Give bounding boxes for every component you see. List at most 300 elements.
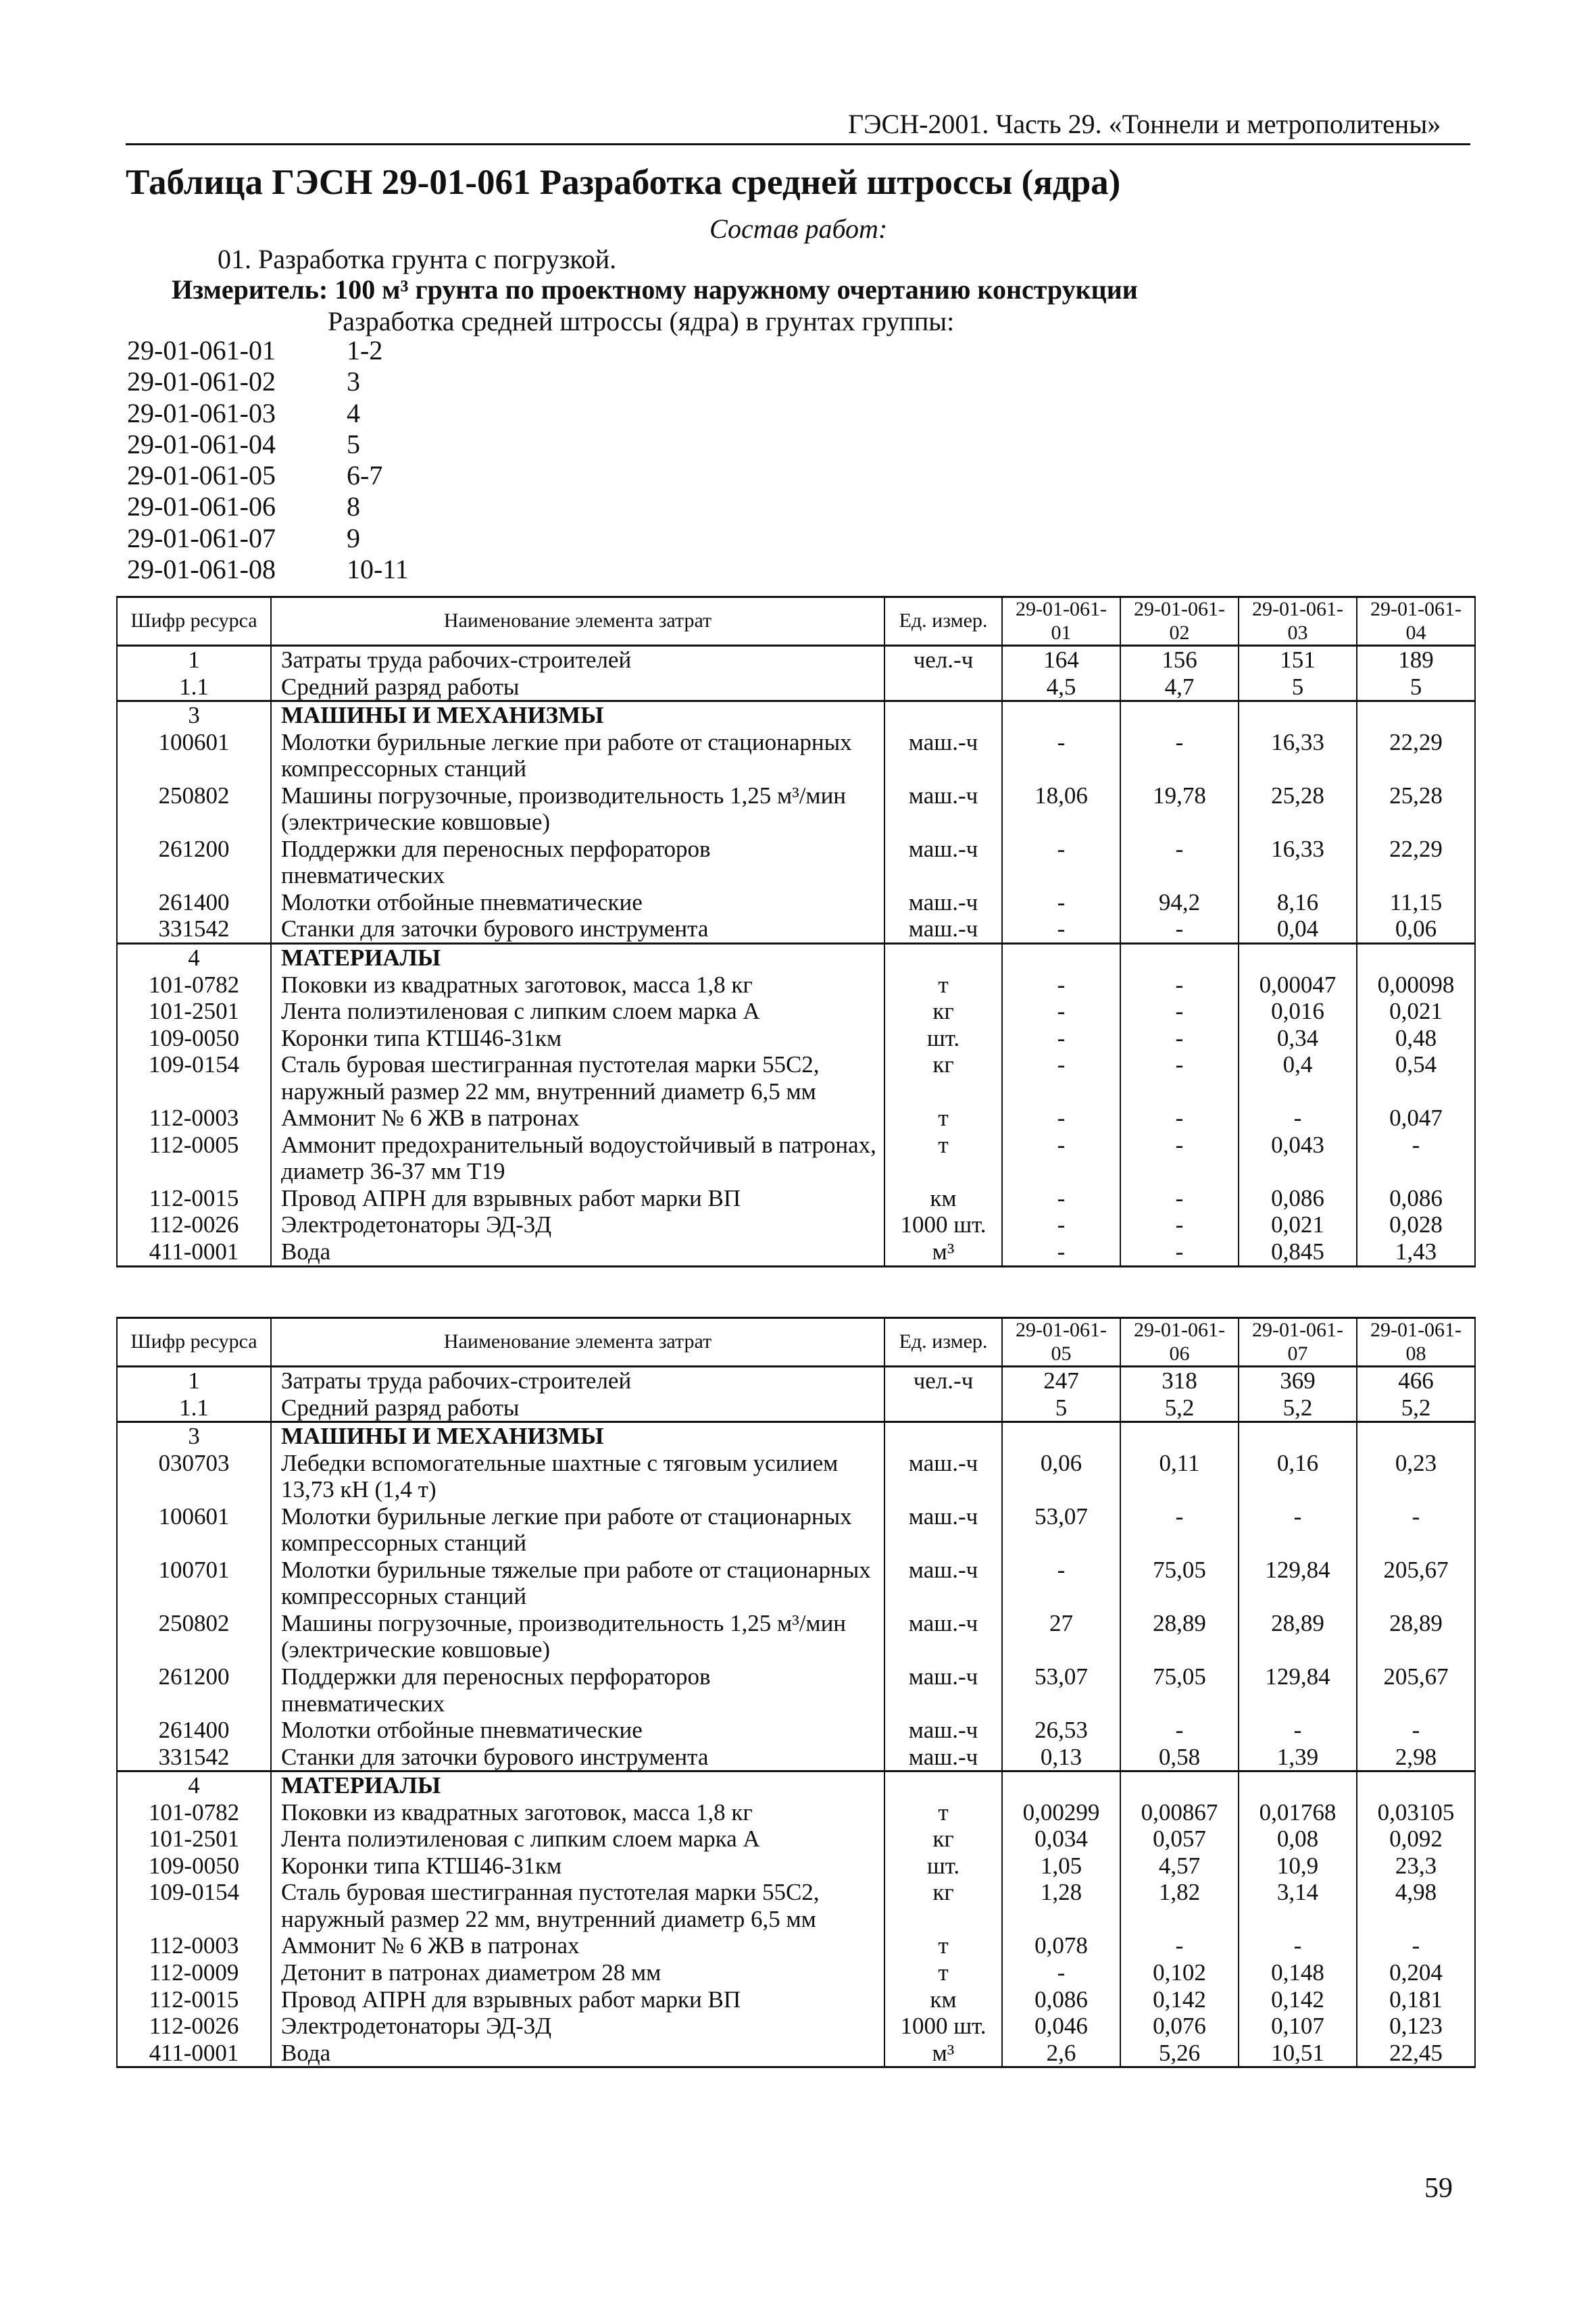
value-cell: 18,06	[1002, 782, 1120, 836]
resource-code: 261400	[117, 889, 271, 916]
value-cell: 129,84	[1239, 1557, 1357, 1610]
cost-item-name: Лента полиэтиленовая с липким слоем марка А	[271, 1826, 884, 1853]
value-cell: 0,11	[1120, 1450, 1239, 1503]
norm-code: 29-01-061-07	[127, 522, 276, 553]
cost-item-name: Поддержки для переносных перфораторов пневматических	[271, 836, 884, 889]
unit-cell: маш.-ч	[884, 729, 1002, 782]
cost-item-name: Молотки бурильные легкие при работе от стационарных компрессорных станций	[271, 1503, 884, 1557]
value-cell: 19,78	[1120, 782, 1239, 836]
unit-cell: маш.-ч	[884, 915, 1002, 943]
resource-code: 1	[117, 646, 271, 674]
value-cell	[1357, 1771, 1475, 1799]
value-cell: 0,123	[1357, 2013, 1475, 2040]
norm-code: 29-01-061-02	[127, 366, 276, 397]
unit-cell: маш.-ч	[884, 1663, 1002, 1717]
value-cell: -	[1002, 1557, 1120, 1610]
resource-code: 261400	[117, 1717, 271, 1744]
table-row	[117, 1185, 1475, 1212]
value-cell	[1120, 1771, 1239, 1799]
resource-code: 3	[117, 1422, 271, 1450]
resource-code: 109-0050	[117, 1025, 271, 1052]
value-cell: 0,58	[1120, 1744, 1239, 1771]
value-cell: 28,89	[1357, 1610, 1475, 1663]
value-cell: 27	[1002, 1610, 1120, 1663]
unit-cell	[884, 701, 1002, 729]
value-cell: 0,48	[1357, 1025, 1475, 1052]
value-cell: 5,2	[1357, 1394, 1475, 1422]
value-cell: -	[1120, 1238, 1239, 1266]
table-row	[117, 1932, 1475, 1959]
cost-item-name: Поддержки для переносных перфораторов пневматических	[271, 1663, 884, 1717]
value-cell: 5,2	[1120, 1394, 1239, 1422]
cost-item-name: Станки для заточки бурового инструмента	[271, 1744, 884, 1771]
value-cell: -	[1120, 1503, 1239, 1557]
unit-cell: т	[884, 1959, 1002, 1986]
value-cell: -	[1120, 729, 1239, 782]
value-cell: -	[1120, 1932, 1239, 1959]
value-cell: 0,028	[1357, 1211, 1475, 1238]
value-cell	[1357, 1422, 1475, 1450]
resource-code: 4	[117, 1771, 271, 1799]
table-row	[117, 1367, 1475, 1394]
table-row	[117, 972, 1475, 999]
value-cell: 0,01768	[1239, 1799, 1357, 1826]
cost-item-name: МАШИНЫ И МЕХАНИЗМЫ	[271, 1422, 884, 1450]
value-cell: -	[1120, 1025, 1239, 1052]
value-cell: -	[1002, 836, 1120, 889]
value-cell	[1120, 701, 1239, 729]
value-cell: 0,04	[1239, 915, 1357, 943]
value-cell: -	[1002, 1105, 1120, 1132]
resource-code: 112-0026	[117, 2013, 271, 2040]
resource-code: 112-0026	[117, 1211, 271, 1238]
value-cell: 0,086	[1002, 1986, 1120, 2013]
unit-cell: маш.-ч	[884, 889, 1002, 916]
value-cell: -	[1002, 1959, 1120, 1986]
value-cell: -	[1120, 998, 1239, 1025]
table-header	[117, 597, 1475, 646]
unit-cell: маш.-ч	[884, 1744, 1002, 1771]
value-cell: -	[1239, 1717, 1357, 1744]
table-row	[117, 2040, 1475, 2067]
cost-item-name: МАТЕРИАЛЫ	[271, 944, 884, 972]
table-row	[117, 729, 1475, 782]
running-head: ГЭСН-2001. Часть 29. «Тоннели и метрополитены»	[848, 109, 1441, 139]
value-cell: 0,16	[1239, 1450, 1357, 1503]
value-cell: 10,9	[1239, 1853, 1357, 1880]
unit-cell: маш.-ч	[884, 1610, 1002, 1663]
norm-code: 29-01-061-06	[127, 491, 276, 522]
unit-cell: т	[884, 1105, 1002, 1132]
table-header	[117, 1318, 1475, 1367]
value-cell: -	[1120, 1717, 1239, 1744]
value-cell: 1,05	[1002, 1853, 1120, 1880]
cost-item-name: Затраты труда рабочих-строителей	[271, 1367, 884, 1394]
norm-code: 29-01-061-04	[127, 428, 276, 459]
value-cell: 205,67	[1357, 1663, 1475, 1717]
table-title: Таблица ГЭСН 29-01-061 Разработка средней штроссы (ядра)	[126, 163, 1121, 202]
value-cell: 22,29	[1357, 836, 1475, 889]
norm-code: 29-01-061-05	[127, 460, 276, 491]
value-cell: -	[1357, 1932, 1475, 1959]
value-cell: 0,148	[1239, 1959, 1357, 1986]
value-cell	[1239, 701, 1357, 729]
value-cell: 5	[1357, 674, 1475, 701]
measure-unit: Измеритель: 100 м³ грунта по проектному наружному очертанию конструкции	[172, 274, 1138, 305]
soil-group: 4	[347, 397, 360, 428]
cost-item-name: Поковки из квадратных заготовок, масса 1,8 кг	[271, 972, 884, 999]
soil-group: 9	[347, 522, 360, 553]
unit-cell: шт.	[884, 1025, 1002, 1052]
resource-code: 250802	[117, 1610, 271, 1663]
unit-cell: т	[884, 972, 1002, 999]
unit-cell: маш.-ч	[884, 1503, 1002, 1557]
table-row	[117, 782, 1475, 836]
value-cell: -	[1120, 1211, 1239, 1238]
value-cell: -	[1239, 1932, 1357, 1959]
unit-cell: 1000 шт.	[884, 1211, 1002, 1238]
unit-cell: маш.-ч	[884, 1557, 1002, 1610]
resource-code: 261200	[117, 836, 271, 889]
value-cell: -	[1002, 889, 1120, 916]
unit-cell	[884, 944, 1002, 972]
cost-item-name: Вода	[271, 1238, 884, 1266]
value-cell	[1002, 701, 1120, 729]
table-row	[117, 1744, 1475, 1771]
value-cell	[1357, 944, 1475, 972]
header-column: 29-01-061-08	[1357, 1318, 1475, 1367]
value-cell: 4,98	[1357, 1879, 1475, 1932]
value-cell: -	[1002, 1025, 1120, 1052]
value-cell: 25,28	[1239, 782, 1357, 836]
value-cell: 0,107	[1239, 2013, 1357, 2040]
table-row	[117, 1503, 1475, 1557]
value-cell: 0,204	[1357, 1959, 1475, 1986]
value-cell	[1239, 1771, 1357, 1799]
value-cell: 1,82	[1120, 1879, 1239, 1932]
cost-item-name: Средний разряд работы	[271, 1394, 884, 1422]
table-row	[117, 915, 1475, 943]
table-row	[117, 836, 1475, 889]
value-cell: 151	[1239, 646, 1357, 674]
value-cell: 1,39	[1239, 1744, 1357, 1771]
value-cell: 0,845	[1239, 1238, 1357, 1266]
value-cell: 0,08	[1239, 1826, 1357, 1853]
value-cell: -	[1002, 729, 1120, 782]
resource-code: 4	[117, 944, 271, 972]
table-row	[117, 1211, 1475, 1238]
value-cell: 205,67	[1357, 1557, 1475, 1610]
unit-cell: маш.-ч	[884, 1450, 1002, 1503]
value-cell: 2,98	[1357, 1744, 1475, 1771]
page-number: 59	[1424, 2173, 1453, 2204]
value-cell: 94,2	[1120, 889, 1239, 916]
resource-code: 1.1	[117, 674, 271, 701]
header-name: Наименование элемента затрат	[271, 1318, 884, 1367]
soil-group: 6-7	[347, 460, 383, 491]
resource-code: 112-0015	[117, 1986, 271, 2013]
value-cell: 189	[1357, 646, 1475, 674]
value-cell: 5	[1002, 1394, 1120, 1422]
value-cell: 1,28	[1002, 1879, 1120, 1932]
resource-code: 100701	[117, 1557, 271, 1610]
value-cell: 0,06	[1357, 915, 1475, 943]
value-cell: 26,53	[1002, 1717, 1120, 1744]
value-cell: 16,33	[1239, 729, 1357, 782]
value-cell: 4,5	[1002, 674, 1120, 701]
header-column: 29-01-061-03	[1239, 597, 1357, 646]
resource-code: 250802	[117, 782, 271, 836]
table-row	[117, 1799, 1475, 1826]
value-cell: 0,076	[1120, 2013, 1239, 2040]
unit-cell: км	[884, 1185, 1002, 1212]
value-cell: -	[1002, 1185, 1120, 1212]
value-cell: 0,00867	[1120, 1799, 1239, 1826]
value-cell: 28,89	[1120, 1610, 1239, 1663]
cost-item-name: Затраты труда рабочих-строителей	[271, 646, 884, 674]
cost-item-name: Молотки бурильные легкие при работе от стационарных компрессорных станций	[271, 729, 884, 782]
value-cell: 164	[1002, 646, 1120, 674]
unit-cell: кг	[884, 1051, 1002, 1105]
cost-item-name: Аммонит № 6 ЖВ в патронах	[271, 1105, 884, 1132]
value-cell: -	[1239, 1105, 1357, 1132]
value-cell: 5,2	[1239, 1394, 1357, 1422]
unit-cell: кг	[884, 1826, 1002, 1853]
unit-cell: кг	[884, 1879, 1002, 1932]
resource-code: 112-0003	[117, 1105, 271, 1132]
value-cell	[1120, 944, 1239, 972]
value-cell: 0,00299	[1002, 1799, 1120, 1826]
unit-cell: т	[884, 1132, 1002, 1185]
resource-code: 112-0015	[117, 1185, 271, 1212]
value-cell: -	[1002, 1211, 1120, 1238]
value-cell: 5,26	[1120, 2040, 1239, 2067]
header-name: Наименование элемента затрат	[271, 597, 884, 646]
header-resource: Шифр ресурса	[117, 1318, 271, 1367]
value-cell: 129,84	[1239, 1663, 1357, 1717]
resource-code: 331542	[117, 915, 271, 943]
value-cell: -	[1002, 972, 1120, 999]
value-cell: -	[1120, 915, 1239, 943]
resource-code: 101-2501	[117, 1826, 271, 1853]
unit-cell: шт.	[884, 1853, 1002, 1880]
cost-item-name: Коронки типа КТШ46-31км	[271, 1025, 884, 1052]
value-cell: 0,102	[1120, 1959, 1239, 1986]
table-row	[117, 1557, 1475, 1610]
unit-cell: чел.-ч	[884, 646, 1002, 674]
table-row	[117, 1959, 1475, 1986]
header-rule	[126, 143, 1470, 145]
value-cell: -	[1357, 1717, 1475, 1744]
section-row	[117, 701, 1475, 729]
value-cell: 0,016	[1239, 998, 1357, 1025]
norm-code: 29-01-061-01	[127, 335, 276, 366]
table-row	[117, 1450, 1475, 1503]
value-cell: -	[1120, 1185, 1239, 1212]
table-row	[117, 1025, 1475, 1052]
soil-group: 3	[347, 366, 360, 397]
cost-item-name: Поковки из квадратных заготовок, масса 1,8 кг	[271, 1799, 884, 1826]
value-cell: -	[1120, 836, 1239, 889]
value-cell: 4,7	[1120, 674, 1239, 701]
resource-code: 100601	[117, 729, 271, 782]
value-cell: 22,29	[1357, 729, 1475, 782]
value-cell: 75,05	[1120, 1557, 1239, 1610]
cost-item-name: МАШИНЫ И МЕХАНИЗМЫ	[271, 701, 884, 729]
table-row	[117, 1663, 1475, 1717]
table-row	[117, 1132, 1475, 1185]
value-cell: 0,142	[1120, 1986, 1239, 2013]
table-row	[117, 1051, 1475, 1105]
cost-item-name: Вода	[271, 2040, 884, 2067]
table-row	[117, 889, 1475, 916]
value-cell: -	[1357, 1503, 1475, 1557]
header-column: 29-01-061-01	[1002, 597, 1120, 646]
resource-code: 411-0001	[117, 1238, 271, 1266]
cost-item-name: Электродетонаторы ЭД-3Д	[271, 1211, 884, 1238]
value-cell: 16,33	[1239, 836, 1357, 889]
soil-group: 1-2	[347, 335, 383, 366]
value-cell	[1357, 701, 1475, 729]
table-row	[117, 998, 1475, 1025]
unit-cell: кг	[884, 998, 1002, 1025]
header-column: 29-01-061-04	[1357, 597, 1475, 646]
header-resource: Шифр ресурса	[117, 597, 271, 646]
value-cell: 0,23	[1357, 1450, 1475, 1503]
cost-item-name: Молотки отбойные пневматические	[271, 889, 884, 916]
header-column: 29-01-061-07	[1239, 1318, 1357, 1367]
resource-code: 331542	[117, 1744, 271, 1771]
value-cell	[1239, 1422, 1357, 1450]
resource-code: 030703	[117, 1450, 271, 1503]
cost-item-name: Аммонит № 6 ЖВ в патронах	[271, 1932, 884, 1959]
cost-item-name: Лебедки вспомогательные шахтные с тяговым усилием 13,73 кН (1,4 т)	[271, 1450, 884, 1503]
value-cell: -	[1120, 1051, 1239, 1105]
value-cell: 0,092	[1357, 1826, 1475, 1853]
unit-cell: м³	[884, 1238, 1002, 1266]
unit-cell	[884, 1394, 1002, 1422]
table-row	[117, 1853, 1475, 1880]
norm-code: 29-01-061-03	[127, 397, 276, 428]
unit-cell: маш.-ч	[884, 836, 1002, 889]
value-cell	[1120, 1422, 1239, 1450]
value-cell: 0,043	[1239, 1132, 1357, 1185]
value-cell: -	[1002, 915, 1120, 943]
resource-code: 411-0001	[117, 2040, 271, 2067]
code-list-row	[127, 335, 409, 366]
value-cell: 75,05	[1120, 1663, 1239, 1717]
resource-code: 261200	[117, 1663, 271, 1717]
value-cell: 5	[1239, 674, 1357, 701]
table-row	[117, 2013, 1475, 2040]
value-cell: 53,07	[1002, 1503, 1120, 1557]
value-cell: 0,021	[1239, 1211, 1357, 1238]
value-cell: -	[1002, 998, 1120, 1025]
value-cell: 0,086	[1357, 1185, 1475, 1212]
unit-cell	[884, 1771, 1002, 1799]
cost-item-name: Коронки типа КТШ46-31км	[271, 1853, 884, 1880]
header-column: 29-01-061-02	[1120, 597, 1239, 646]
resource-code: 112-0003	[117, 1932, 271, 1959]
resource-code: 3	[117, 701, 271, 729]
value-cell: 156	[1120, 646, 1239, 674]
resource-code: 101-0782	[117, 1799, 271, 1826]
code-list-row	[127, 460, 409, 491]
table-row	[117, 1105, 1475, 1132]
value-cell: 8,16	[1239, 889, 1357, 916]
header-unit: Ед. измер.	[884, 597, 1002, 646]
cost-item-name: Машины погрузочные, производительность 1,25 м³/мин (электрические ковшовые)	[271, 782, 884, 836]
unit-cell: маш.-ч	[884, 1717, 1002, 1744]
cost-item-name: Молотки отбойные пневматические	[271, 1717, 884, 1744]
value-cell: 0,078	[1002, 1932, 1120, 1959]
value-cell: 10,51	[1239, 2040, 1357, 2067]
value-cell	[1002, 1771, 1120, 1799]
soil-group: 8	[347, 491, 360, 522]
value-cell: 0,057	[1120, 1826, 1239, 1853]
cost-item-name: Детонит в патронах диаметром 28 мм	[271, 1959, 884, 1986]
table-row	[117, 1826, 1475, 1853]
value-cell: 0,047	[1357, 1105, 1475, 1132]
value-cell: 0,00098	[1357, 972, 1475, 999]
value-cell: 0,00047	[1239, 972, 1357, 999]
composition-title: Состав работ:	[709, 213, 888, 244]
value-cell: 0,181	[1357, 1986, 1475, 2013]
value-cell: 11,15	[1357, 889, 1475, 916]
code-list-row	[127, 366, 409, 397]
unit-cell: м³	[884, 2040, 1002, 2067]
value-cell: 1,43	[1357, 1238, 1475, 1266]
code-list-row	[127, 398, 409, 429]
value-cell: -	[1120, 1105, 1239, 1132]
value-cell: -	[1002, 1238, 1120, 1266]
cost-item-name: Машины погрузочные, производительность 1,25 м³/мин (электрические ковшовые)	[271, 1610, 884, 1663]
unit-cell: т	[884, 1932, 1002, 1959]
header-column: 29-01-061-05	[1002, 1318, 1120, 1367]
value-cell: 4,57	[1120, 1853, 1239, 1880]
value-cell: 0,06	[1002, 1450, 1120, 1503]
value-cell	[1002, 944, 1120, 972]
value-cell: 0,13	[1002, 1744, 1120, 1771]
value-cell: -	[1120, 1132, 1239, 1185]
norm-table-1	[116, 596, 1476, 1267]
value-cell: -	[1120, 972, 1239, 999]
table-row	[117, 674, 1475, 701]
table-row	[117, 1986, 1475, 2013]
group-title: Разработка средней штроссы (ядра) в грунтах группы:	[328, 306, 955, 336]
unit-cell	[884, 1422, 1002, 1450]
soil-group: 5	[347, 428, 360, 459]
value-cell: -	[1002, 1051, 1120, 1105]
value-cell: 3,14	[1239, 1879, 1357, 1932]
header-column: 29-01-061-06	[1120, 1318, 1239, 1367]
norm-table-2	[116, 1317, 1476, 2068]
resource-code: 100601	[117, 1503, 271, 1557]
value-cell: 0,086	[1239, 1185, 1357, 1212]
resource-code: 101-2501	[117, 998, 271, 1025]
section-row	[117, 944, 1475, 972]
unit-cell: км	[884, 1986, 1002, 2013]
unit-cell: 1000 шт.	[884, 2013, 1002, 2040]
value-cell: 0,54	[1357, 1051, 1475, 1105]
unit-cell: т	[884, 1799, 1002, 1826]
value-cell: 0,03105	[1357, 1799, 1475, 1826]
cost-item-name: Электродетонаторы ЭД-3Д	[271, 2013, 884, 2040]
table-row	[117, 1717, 1475, 1744]
code-list-row	[127, 554, 409, 585]
work-item: 01. Разработка грунта с погрузкой.	[218, 244, 617, 274]
norm-code: 29-01-061-08	[127, 554, 276, 585]
